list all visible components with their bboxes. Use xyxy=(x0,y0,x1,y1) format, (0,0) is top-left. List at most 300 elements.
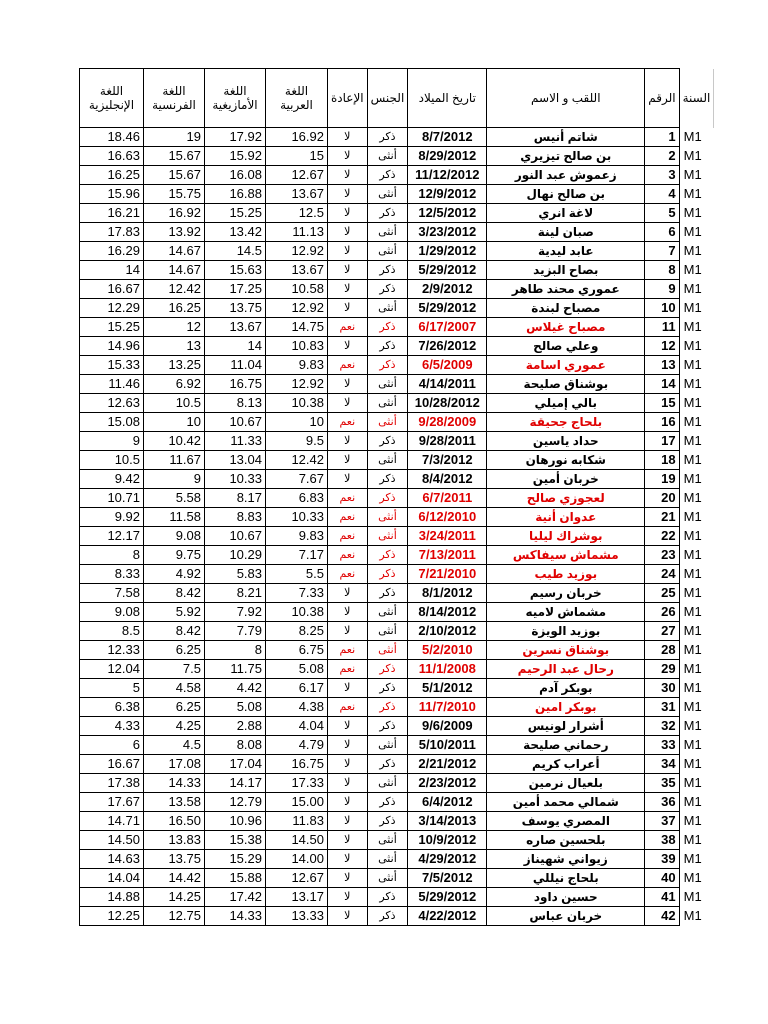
english-grade: 16.67 xyxy=(80,280,144,299)
year-cell: M1 xyxy=(683,756,702,771)
gender-cell: ذكر xyxy=(367,755,408,774)
french-grade: 5.58 xyxy=(144,489,205,508)
amazigh-grade: 15.29 xyxy=(205,850,266,869)
gender-cell: ذكر xyxy=(367,356,408,375)
table-row xyxy=(80,223,714,242)
repeat-cell: نعم xyxy=(328,641,368,660)
english-grade: 14.88 xyxy=(80,888,144,907)
english-grade: 14.71 xyxy=(80,812,144,831)
gender-cell: ذكر xyxy=(367,907,408,926)
row-number-cell: 5 xyxy=(645,204,679,223)
english-grade: 15.96 xyxy=(80,185,144,204)
gender-cell: ذكر xyxy=(367,489,408,508)
repeat-cell: لا xyxy=(328,375,368,394)
student-name-cell: عدوان أنية xyxy=(487,508,645,527)
repeat-cell: لا xyxy=(328,850,368,869)
repeat-cell: لا xyxy=(328,774,368,793)
row-number-cell: 27 xyxy=(645,622,679,641)
arabic-grade: 9.83 xyxy=(266,527,328,546)
table-row xyxy=(80,565,714,584)
student-name-cell: المصري يوسف xyxy=(487,812,645,831)
header-english: اللغة الإنجليزية xyxy=(80,69,144,128)
year-cell: M1 xyxy=(683,566,702,581)
student-name-cell: بوشناق نسرين xyxy=(487,641,645,660)
table-row xyxy=(80,907,714,926)
year-cell: M1 xyxy=(683,262,702,277)
gender-cell: أنثى xyxy=(367,223,408,242)
french-grade: 8.42 xyxy=(144,622,205,641)
table-row xyxy=(80,413,714,432)
english-grade: 11.46 xyxy=(80,375,144,394)
row-number-cell: 20 xyxy=(645,489,679,508)
table-row xyxy=(80,242,714,261)
student-name-cell: خربان أمين xyxy=(487,470,645,489)
row-number-cell: 17 xyxy=(645,432,679,451)
arabic-grade: 5.08 xyxy=(266,660,328,679)
student-name-cell: بن صالح تيزيري xyxy=(487,147,645,166)
gender-cell: أنثى xyxy=(367,375,408,394)
birthdate-cell: 6/7/2011 xyxy=(408,489,487,508)
gender-cell: ذكر xyxy=(367,698,408,717)
row-number-cell: 12 xyxy=(645,337,679,356)
birthdate-cell: 2/23/2012 xyxy=(408,774,487,793)
student-name-cell: رحال عبد الرحيم xyxy=(487,660,645,679)
gender-cell: أنثى xyxy=(367,527,408,546)
gender-cell: ذكر xyxy=(367,470,408,489)
repeat-cell: لا xyxy=(328,679,368,698)
french-grade: 13.25 xyxy=(144,356,205,375)
arabic-grade: 13.17 xyxy=(266,888,328,907)
gender-cell: أنثى xyxy=(367,869,408,888)
french-grade: 12 xyxy=(144,318,205,337)
gender-cell: أنثى xyxy=(367,185,408,204)
student-name-cell: مشماش سيفاكس xyxy=(487,546,645,565)
row-number-cell: 28 xyxy=(645,641,679,660)
arabic-grade: 4.79 xyxy=(266,736,328,755)
student-name-cell: بوبكر امين xyxy=(487,698,645,717)
student-name-cell: بصاح البزيد xyxy=(487,261,645,280)
english-grade: 12.33 xyxy=(80,641,144,660)
french-grade: 14.33 xyxy=(144,774,205,793)
repeat-cell: نعم xyxy=(328,508,368,527)
repeat-cell: نعم xyxy=(328,318,368,337)
birthdate-cell: 9/6/2009 xyxy=(408,717,487,736)
repeat-cell: لا xyxy=(328,793,368,812)
french-grade: 11.58 xyxy=(144,508,205,527)
english-grade: 6.38 xyxy=(80,698,144,717)
english-grade: 9.92 xyxy=(80,508,144,527)
table-row xyxy=(80,394,714,413)
english-grade: 12.25 xyxy=(80,907,144,926)
year-cell: M1 xyxy=(683,699,702,714)
table-row xyxy=(80,812,714,831)
french-grade: 19 xyxy=(144,128,205,147)
birthdate-cell: 11/1/2008 xyxy=(408,660,487,679)
english-grade: 9.08 xyxy=(80,603,144,622)
student-name-cell: زعموش عبد النور xyxy=(487,166,645,185)
year-cell: M1 xyxy=(683,167,702,182)
table-row xyxy=(80,888,714,907)
english-grade: 14.50 xyxy=(80,831,144,850)
table-row xyxy=(80,375,714,394)
year-cell: M1 xyxy=(683,718,702,733)
student-name-cell: بلحسين صاره xyxy=(487,831,645,850)
english-grade: 12.29 xyxy=(80,299,144,318)
repeat-cell: لا xyxy=(328,204,368,223)
french-grade: 8.42 xyxy=(144,584,205,603)
row-number-cell: 13 xyxy=(645,356,679,375)
french-grade: 16.92 xyxy=(144,204,205,223)
english-grade: 10.5 xyxy=(80,451,144,470)
row-number-cell: 15 xyxy=(645,394,679,413)
amazigh-grade: 16.88 xyxy=(205,185,266,204)
french-grade: 9.75 xyxy=(144,546,205,565)
french-grade: 14.25 xyxy=(144,888,205,907)
french-grade: 14.67 xyxy=(144,242,205,261)
year-cell: M1 xyxy=(683,642,702,657)
gender-cell: أنثى xyxy=(367,242,408,261)
amazigh-grade: 13.67 xyxy=(205,318,266,337)
birthdate-cell: 7/3/2012 xyxy=(408,451,487,470)
english-grade: 8.5 xyxy=(80,622,144,641)
row-number-cell: 30 xyxy=(645,679,679,698)
header-repeat: الإعادة xyxy=(328,69,368,128)
amazigh-grade: 4.42 xyxy=(205,679,266,698)
row-number-cell: 8 xyxy=(645,261,679,280)
french-grade: 9.08 xyxy=(144,527,205,546)
table-row xyxy=(80,736,714,755)
repeat-cell: نعم xyxy=(328,527,368,546)
amazigh-grade: 11.04 xyxy=(205,356,266,375)
french-grade: 12.75 xyxy=(144,907,205,926)
english-grade: 12.04 xyxy=(80,660,144,679)
birthdate-cell: 8/4/2012 xyxy=(408,470,487,489)
birthdate-cell: 4/14/2011 xyxy=(408,375,487,394)
english-grade: 16.21 xyxy=(80,204,144,223)
gender-cell: ذكر xyxy=(367,432,408,451)
repeat-cell: لا xyxy=(328,147,368,166)
french-grade: 15.67 xyxy=(144,166,205,185)
amazigh-grade: 10.67 xyxy=(205,413,266,432)
french-grade: 4.92 xyxy=(144,565,205,584)
student-name-cell: صبان لينة xyxy=(487,223,645,242)
french-grade: 4.58 xyxy=(144,679,205,698)
row-number-cell: 33 xyxy=(645,736,679,755)
arabic-grade: 13.33 xyxy=(266,907,328,926)
gender-cell: ذكر xyxy=(367,546,408,565)
gender-cell: أنثى xyxy=(367,451,408,470)
year-cell: M1 xyxy=(683,490,702,505)
repeat-cell: لا xyxy=(328,603,368,622)
arabic-grade: 11.13 xyxy=(266,223,328,242)
arabic-grade: 6.83 xyxy=(266,489,328,508)
repeat-cell: نعم xyxy=(328,698,368,717)
amazigh-grade: 10.33 xyxy=(205,470,266,489)
french-grade: 17.08 xyxy=(144,755,205,774)
amazigh-grade: 8.13 xyxy=(205,394,266,413)
arabic-grade: 6.17 xyxy=(266,679,328,698)
row-number-cell: 4 xyxy=(645,185,679,204)
year-cell: M1 xyxy=(683,319,702,334)
english-grade: 16.25 xyxy=(80,166,144,185)
header-gender: الجنس xyxy=(367,69,408,128)
table-row xyxy=(80,356,714,375)
birthdate-cell: 2/21/2012 xyxy=(408,755,487,774)
repeat-cell: لا xyxy=(328,242,368,261)
amazigh-grade: 11.75 xyxy=(205,660,266,679)
row-number-cell: 32 xyxy=(645,717,679,736)
gender-cell: ذكر xyxy=(367,166,408,185)
amazigh-grade: 15.88 xyxy=(205,869,266,888)
year-cell: M1 xyxy=(683,737,702,752)
birthdate-cell: 7/13/2011 xyxy=(408,546,487,565)
arabic-grade: 9.5 xyxy=(266,432,328,451)
table-row xyxy=(80,318,714,337)
student-name-cell: شمالي محمد أمين xyxy=(487,793,645,812)
table-row xyxy=(80,622,714,641)
birthdate-cell: 5/29/2012 xyxy=(408,299,487,318)
table-row xyxy=(80,850,714,869)
gender-cell: أنثى xyxy=(367,394,408,413)
birthdate-cell: 6/4/2012 xyxy=(408,793,487,812)
english-grade: 9 xyxy=(80,432,144,451)
row-number-cell: 3 xyxy=(645,166,679,185)
english-grade: 12.17 xyxy=(80,527,144,546)
amazigh-grade: 15.63 xyxy=(205,261,266,280)
year-cell: M1 xyxy=(683,604,702,619)
table-row xyxy=(80,299,714,318)
table-row xyxy=(80,660,714,679)
french-grade: 5.92 xyxy=(144,603,205,622)
arabic-grade: 12.92 xyxy=(266,299,328,318)
student-name-cell: بلعيال نرمين xyxy=(487,774,645,793)
student-name-cell: لعجوزي صالح xyxy=(487,489,645,508)
arabic-grade: 4.38 xyxy=(266,698,328,717)
birthdate-cell: 7/26/2012 xyxy=(408,337,487,356)
birthdate-cell: 5/10/2011 xyxy=(408,736,487,755)
english-grade: 16.67 xyxy=(80,755,144,774)
gender-cell: أنثى xyxy=(367,736,408,755)
arabic-grade: 17.33 xyxy=(266,774,328,793)
french-grade: 13.75 xyxy=(144,850,205,869)
english-grade: 16.29 xyxy=(80,242,144,261)
repeat-cell: لا xyxy=(328,394,368,413)
header-row xyxy=(80,69,714,128)
student-name-cell: بلحاج نيللي xyxy=(487,869,645,888)
repeat-cell: لا xyxy=(328,717,368,736)
year-cell: M1 xyxy=(683,547,702,562)
french-grade: 12.42 xyxy=(144,280,205,299)
birthdate-cell: 6/12/2010 xyxy=(408,508,487,527)
amazigh-grade: 11.33 xyxy=(205,432,266,451)
arabic-grade: 14.50 xyxy=(266,831,328,850)
french-grade: 7.5 xyxy=(144,660,205,679)
english-grade: 14.04 xyxy=(80,869,144,888)
table-row xyxy=(80,793,714,812)
student-name-cell: حداد ياسين xyxy=(487,432,645,451)
header-year: السنة xyxy=(679,69,714,128)
birthdate-cell: 8/1/2012 xyxy=(408,584,487,603)
header-arabic: اللغة العربية xyxy=(266,69,328,128)
amazigh-grade: 15.25 xyxy=(205,204,266,223)
amazigh-grade: 17.04 xyxy=(205,755,266,774)
birthdate-cell: 2/9/2012 xyxy=(408,280,487,299)
repeat-cell: لا xyxy=(328,888,368,907)
english-grade: 17.83 xyxy=(80,223,144,242)
year-cell: M1 xyxy=(683,300,702,315)
english-grade: 9.42 xyxy=(80,470,144,489)
arabic-grade: 15 xyxy=(266,147,328,166)
gender-cell: ذكر xyxy=(367,584,408,603)
row-number-cell: 19 xyxy=(645,470,679,489)
english-grade: 15.25 xyxy=(80,318,144,337)
arabic-grade: 16.92 xyxy=(266,128,328,147)
gender-cell: أنثى xyxy=(367,299,408,318)
year-cell: M1 xyxy=(683,148,702,163)
table-row xyxy=(80,166,714,185)
amazigh-grade: 10.67 xyxy=(205,527,266,546)
repeat-cell: لا xyxy=(328,831,368,850)
amazigh-grade: 8.08 xyxy=(205,736,266,755)
repeat-cell: لا xyxy=(328,261,368,280)
row-number-cell: 10 xyxy=(645,299,679,318)
row-number-cell: 6 xyxy=(645,223,679,242)
arabic-grade: 10.83 xyxy=(266,337,328,356)
table-row xyxy=(80,774,714,793)
repeat-cell: لا xyxy=(328,869,368,888)
english-grade: 14 xyxy=(80,261,144,280)
gender-cell: ذكر xyxy=(367,888,408,907)
repeat-cell: لا xyxy=(328,907,368,926)
arabic-grade: 6.75 xyxy=(266,641,328,660)
french-grade: 6.25 xyxy=(144,698,205,717)
student-name-cell: خربان رسيم xyxy=(487,584,645,603)
year-cell: M1 xyxy=(683,832,702,847)
birthdate-cell: 1/29/2012 xyxy=(408,242,487,261)
french-grade: 13 xyxy=(144,337,205,356)
gender-cell: ذكر xyxy=(367,660,408,679)
arabic-grade: 10.38 xyxy=(266,603,328,622)
table-row xyxy=(80,546,714,565)
repeat-cell: لا xyxy=(328,470,368,489)
row-number-cell: 31 xyxy=(645,698,679,717)
amazigh-grade: 8.83 xyxy=(205,508,266,527)
arabic-grade: 7.17 xyxy=(266,546,328,565)
repeat-cell: لا xyxy=(328,280,368,299)
birthdate-cell: 2/10/2012 xyxy=(408,622,487,641)
repeat-cell: لا xyxy=(328,166,368,185)
table-row xyxy=(80,147,714,166)
repeat-cell: لا xyxy=(328,812,368,831)
birthdate-cell: 3/14/2013 xyxy=(408,812,487,831)
amazigh-grade: 8 xyxy=(205,641,266,660)
row-number-cell: 7 xyxy=(645,242,679,261)
amazigh-grade: 16.08 xyxy=(205,166,266,185)
french-grade: 6.92 xyxy=(144,375,205,394)
arabic-grade: 8.25 xyxy=(266,622,328,641)
gender-cell: ذكر xyxy=(367,280,408,299)
table-row xyxy=(80,128,714,147)
english-grade: 17.38 xyxy=(80,774,144,793)
year-cell: M1 xyxy=(683,851,702,866)
gender-cell: أنثى xyxy=(367,603,408,622)
amazigh-grade: 13.75 xyxy=(205,299,266,318)
year-cell: M1 xyxy=(683,870,702,885)
row-number-cell: 25 xyxy=(645,584,679,603)
french-grade: 11.67 xyxy=(144,451,205,470)
english-grade: 18.46 xyxy=(80,128,144,147)
french-grade: 15.67 xyxy=(144,147,205,166)
repeat-cell: نعم xyxy=(328,660,368,679)
gender-cell: ذكر xyxy=(367,337,408,356)
row-number-cell: 9 xyxy=(645,280,679,299)
repeat-cell: لا xyxy=(328,185,368,204)
table-row xyxy=(80,527,714,546)
row-number-cell: 23 xyxy=(645,546,679,565)
year-cell: M1 xyxy=(683,794,702,809)
birthdate-cell: 6/17/2007 xyxy=(408,318,487,337)
student-name-cell: شاتم أنيس xyxy=(487,128,645,147)
table-row xyxy=(80,432,714,451)
row-number-cell: 22 xyxy=(645,527,679,546)
gender-cell: أنثى xyxy=(367,641,408,660)
french-grade: 16.50 xyxy=(144,812,205,831)
arabic-grade: 13.67 xyxy=(266,185,328,204)
table-row xyxy=(80,261,714,280)
birthdate-cell: 8/7/2012 xyxy=(408,128,487,147)
gender-cell: ذكر xyxy=(367,793,408,812)
birthdate-cell: 3/24/2011 xyxy=(408,527,487,546)
gender-cell: ذكر xyxy=(367,717,408,736)
repeat-cell: نعم xyxy=(328,413,368,432)
birthdate-cell: 3/23/2012 xyxy=(408,223,487,242)
birthdate-cell: 4/22/2012 xyxy=(408,907,487,926)
table-row xyxy=(80,451,714,470)
year-cell: M1 xyxy=(683,452,702,467)
french-grade: 13.83 xyxy=(144,831,205,850)
student-grades-table xyxy=(79,68,714,926)
gender-cell: أنثى xyxy=(367,622,408,641)
birthdate-cell: 11/7/2010 xyxy=(408,698,487,717)
amazigh-grade: 14.17 xyxy=(205,774,266,793)
arabic-grade: 10.38 xyxy=(266,394,328,413)
amazigh-grade: 12.79 xyxy=(205,793,266,812)
student-name-cell: لاغة انري xyxy=(487,204,645,223)
repeat-cell: لا xyxy=(328,299,368,318)
arabic-grade: 10.58 xyxy=(266,280,328,299)
row-number-cell: 18 xyxy=(645,451,679,470)
amazigh-grade: 10.29 xyxy=(205,546,266,565)
row-number-cell: 21 xyxy=(645,508,679,527)
row-number-cell: 1 xyxy=(645,128,679,147)
year-cell: M1 xyxy=(683,775,702,790)
arabic-grade: 7.33 xyxy=(266,584,328,603)
student-name-cell: زيواني شهيناز xyxy=(487,850,645,869)
row-number-cell: 38 xyxy=(645,831,679,850)
table-row xyxy=(80,204,714,223)
header-name: اللقب و الاسم xyxy=(487,69,645,128)
birthdate-cell: 12/9/2012 xyxy=(408,185,487,204)
amazigh-grade: 17.25 xyxy=(205,280,266,299)
amazigh-grade: 8.21 xyxy=(205,584,266,603)
year-cell: M1 xyxy=(683,585,702,600)
amazigh-grade: 15.38 xyxy=(205,831,266,850)
student-name-cell: بوشناق صليحة xyxy=(487,375,645,394)
table-row xyxy=(80,280,714,299)
row-number-cell: 41 xyxy=(645,888,679,907)
amazigh-grade: 16.75 xyxy=(205,375,266,394)
header-birthdate: تاريخ الميلاد xyxy=(408,69,487,128)
